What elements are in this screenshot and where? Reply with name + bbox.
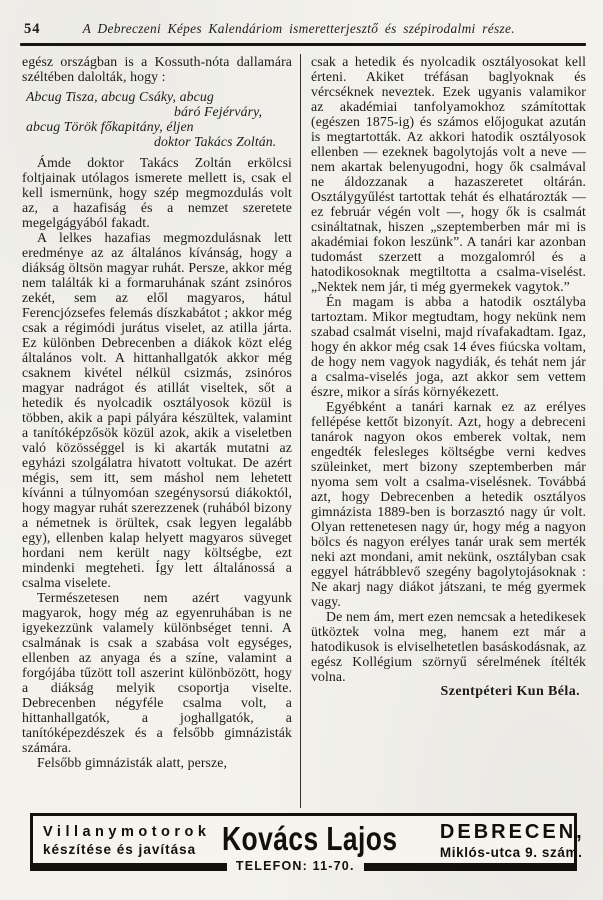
text-columns [22,54,586,808]
ad-service-line1: Villanymotorok [43,823,211,840]
paragraph: Felsőbb gimnázisták alatt, persze, [37,755,227,770]
paragraph: Én magam is abba a hatodik osztályba tartoztam. Mikor megtudtam, hogy nekünk nem szabad csalmát viselni, majd rívafakadtam. Igaz, hogy én akkor még csak 14 éves fiúcska voltam, de hogy nem vagyok nagydiák, és tehát nem jár a csalma-viselés joga, azt akkor sem vettem észre, mikor a sírás környékezett. [311,294,586,399]
paragraph: csak a hetedik és nyolcadik osztályosokat kell érteni. Akiket tréfásan baglyoknak és vércséknek neveztek. Ezek ugyanis valamikor az akadémiai tanfolyamokhoz számítottak (egészen 1875-ig) és számos előjogukat azután is megtartották. Az akkori hatodik osztályosok ellenben — ezeknek bagolytojás volt a neve — nem akartak belenyugodni, hogy ők csalmával ne áldozzanak a hazaszeretet oltárán. Osztálygyűlést tartottak tehát és elhatározták — ez február végén volt —, hogy ők is csalmát csináltatnak, hiszen „szeptemberben már mi is akadémiai fokon leszünk”. A tanári kar azonban tudomást szerzett a mozgalomról és a hatodikosoknak megtiltotta a csalma-viselést. „Nektek nem jár, ti még gyermekek vagytok.” [311,54,586,294]
paragraph: Egyébként a tanári karnak ez az erélyes fellépése kettőt bizonyít. Azt, hogy a debreceni tanárok nagyon okos emberek voltak, nem engedték felesleges költségbe verni kedves szüleinket, mert bizony szeptemberben már nyoma sem volt a csalma-viselésnek. Továbbá azt, hogy Debrecenben a hetedik osztályos gimnázista 1889-ben is borzasztó nagy úr volt. Olyan rettenetesen nagy úr, hogy még a nagyon bölcs és nagyon erélyes tanár urak sem merték neki azt mondani, amit nekünk, osztályban csak eggyel hátrábblevő szegény bagolytojásoknak : Ne akarj nagy diákot játszani, te még gyermek vagy. [311,399,586,609]
ad-phone: TELEFON: 11-70. [235,859,355,873]
advertisement [30,813,585,873]
page-header [24,21,583,38]
ad-service-line2: készítése és javítása [43,841,197,857]
ad-company-name: Kovács Lajos [222,820,398,858]
running-title: A Debreczeni Képes Kalendáriom ismeretterjesztő és szépirodalmi része. [82,21,515,36]
ad-city: DEBRECEN, [439,820,585,843]
ad-phone-bar-left [30,863,227,871]
poem-line: doktor Takács Zoltán. [154,134,277,149]
ad-location-block [440,821,585,860]
paragraph: egész országban is a Kossuth-nóta dallamára széltében dalolták, hogy : [22,54,292,84]
right-column [301,54,586,808]
paragraph: Természetesen nem azért vagyunk magyarok, hogy még az egyenruhában is ne igyekezzünk valamely különbséget tenni. A csalmának is csak a szabása volt egységes, ellenben az anyaga és a színe, valamint a forgójába tűzött toll aszerint különbözött, hogy a diákság melyik csoportja viselte. Debrecenben négyféle csalma volt, a hittanhallgatók, a joghallgatók, a tanítóképezdészek és a felsőbb gimnázisták számára. [22,590,292,755]
paragraph: Ámde doktor Takács Zoltán erkölcsi foltjainak utólagos ismerete mellett is, csak el kell ismernünk, hogy szép megmozdulás volt az, a hazafiság és a nemzet szeretete megelgágyából fakadt. [22,155,292,230]
poem-line: Abcug Tisza, abcug Csáky, abcug [26,89,214,104]
author-signature: Szentpéteri Kun Béla. [440,684,580,699]
ad-phone-row [30,859,577,873]
page-number: 54 [24,21,41,37]
ad-service-block [43,824,210,857]
ad-phone-bar-right [364,863,577,871]
poem-line: abcug Török főkapitány, éljen [26,119,194,134]
poem [26,89,292,149]
header-rule [20,43,586,46]
left-column [22,54,301,808]
paragraph: De nem ám, mert ezen nemcsak a hetedikesek ütköztek volna meg, hanem ezt már a hatodikusok is elviselhetetlen basáskodásnak, az egész Kollégium szörnyű sérelmének ítélték volna. [311,609,586,684]
ad-address: Miklós-utca 9. szám. [439,844,583,860]
paragraph: A lelkes hazafias megmozdulásnak lett eredménye az az általános kívánság, hogy a diákság öltsön magyar ruhát. Persze, akkor még nem találták ki a formaruhának szánt zsinóros zekét, sem az elől magyaros, hátul Ferencjózsefes felemás díszkabátot ; akkor még csak a régimódi jurátus viselet, az atilla járta. Ez különben Debrecenben a diákok közt elég általános volt. A hittanhallgatók akkor még csaknem kivétel nélkül csizmás, zsinóros magyar nadrágot és atillát viseltek, sőt a hetedik és nyolcadik osztályosok közül is többen, akik a papi pályára készültek, valamint a tanítóképzősök közül azok, akik a viseletben való közösséggel is ki akarták mutatni az egyházi szolgálatra hivatott voltukat. De azért mégis, sem itt, sem máshol nem lehetett kívánni a túlnyomóan szegénysorsú diákoktól, hogy magyar ruhát szerezzenek (ruhából bizony a németnek is örültek, csak legyen legalább egy), ellenben kalap helyett magyaros süveget hordani nem került nagy költségbe, ezt mindenki megteheti. Így lett általánossá a csalma viselete. [22,230,292,590]
poem-line: báró Fejérváry, [174,104,263,119]
